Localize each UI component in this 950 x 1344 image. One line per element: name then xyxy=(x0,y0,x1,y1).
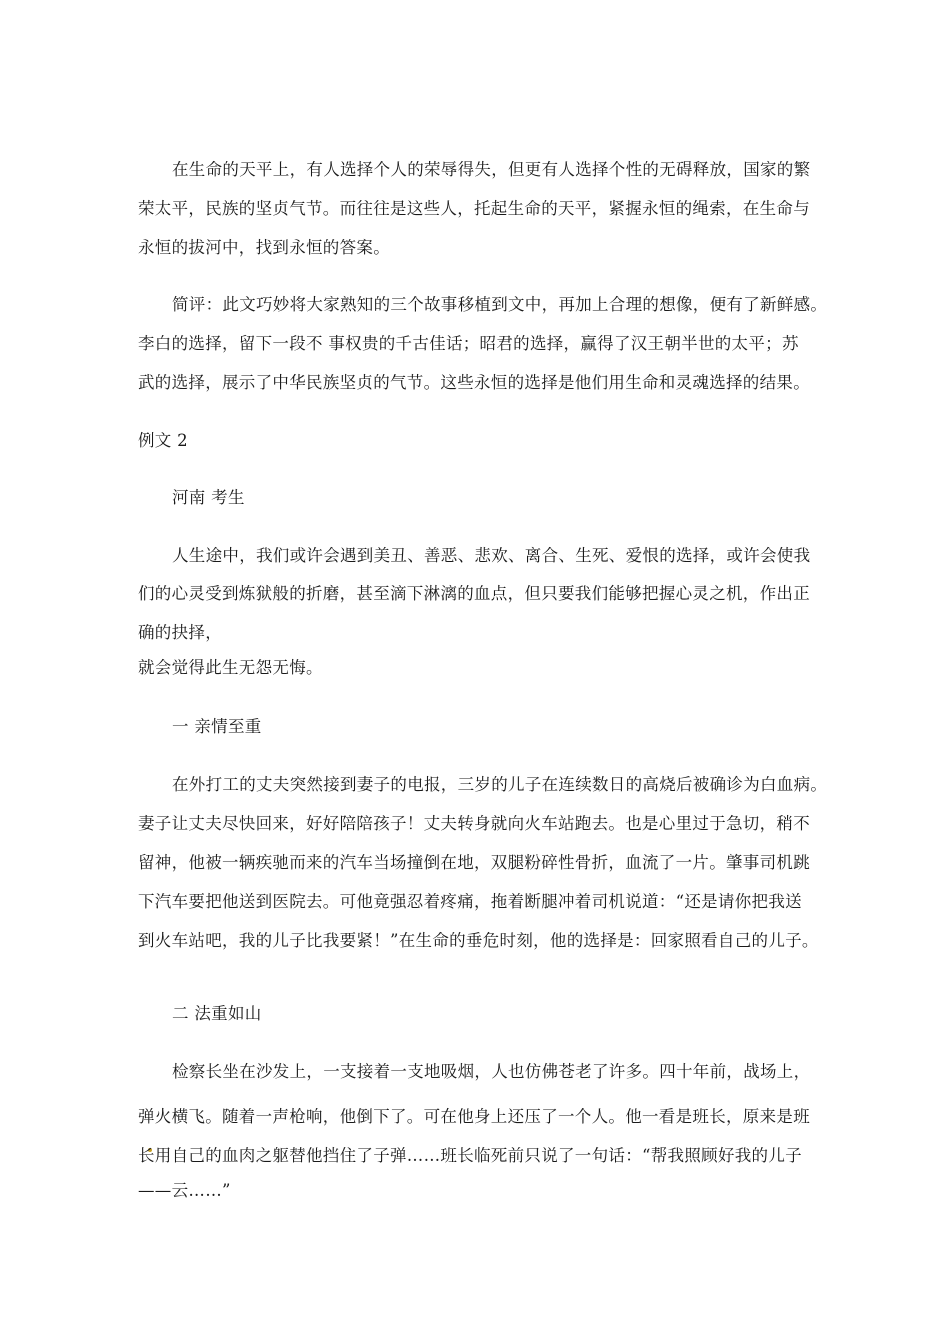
section-heading-1: 一 亲情至重 xyxy=(172,717,262,736)
paragraph-1-line-2: 荣太平，民族的坚贞气节。而往往是这些人，托起生命的天平，紧握永恒的绳索，在生命与 xyxy=(138,199,810,218)
paragraph-3-line-3: 确的抉择， xyxy=(138,623,222,642)
paragraph-4-line-5: 到火车站吧，我的儿子比我要紧！”在生命的垂危时刻，他的选择是：回家照看自己的儿子。 xyxy=(138,931,819,950)
author-line: 河南 考生 xyxy=(172,488,245,507)
paragraph-5-line-4: ——云……” xyxy=(138,1181,231,1200)
commentary-line-2: 李白的选择，留下一段不 事权贵的千古佳话；昭君的选择，赢得了汉王朝半世的太平；苏 xyxy=(138,334,799,353)
paragraph-3-line-2: 们的心灵受到炼狱般的折磨，甚至滴下淋漓的血点，但只要我们能够把握心灵之机，作出正 xyxy=(138,584,810,603)
example-label: 例文 2 xyxy=(138,431,188,450)
paragraph-5-line-2: 弹火横飞。随着一声枪响，他倒下了。可在他身上还压了一个人。他一看是班长，原来是班 xyxy=(138,1107,810,1126)
paragraph-4-line-4: 下汽车要把他送到医院去。可他竟强忍着疼痛，拖着断腿冲着司机说道：“还是请你把我送 xyxy=(138,892,802,911)
paragraph-4-line-3: 留神，他被一辆疾驰而来的汽车当场撞倒在地，双腿粉碎性骨折，血流了一片。肇事司机跳 xyxy=(138,853,810,872)
paragraph-4-line-2: 妻子让丈夫尽快回来，好好陪陪孩子！丈夫转身就向火车站跑去。也是心里过于急切，稍不 xyxy=(138,814,810,833)
paragraph-5-line-3: 长用自己的血肉之躯替他挡住了子弹……班长临死前只说了一句话：“帮我照顾好我的儿子 xyxy=(138,1146,802,1165)
paragraph-5-line-1: 检察长坐在沙发上，一支接着一支地吸烟，人也仿佛苍老了许多。四十年前，战场上， xyxy=(172,1062,811,1081)
paragraph-1-line-1: 在生命的天平上，有人选择个人的荣辱得失，但更有人选择个性的无碍释放，国家的繁 xyxy=(172,160,811,179)
commentary-line-3: 武的选择，展示了中华民族坚贞的气节。这些永恒的选择是他们用生命和灵魂选择的结果。 xyxy=(138,373,810,392)
paragraph-3-line-1: 人生途中，我们或许会遇到美丑、善恶、悲欢、离合、生死、爱恨的选择，或许会使我 xyxy=(172,546,811,565)
paragraph-1-line-3: 永恒的拔河中，找到永恒的答案。 xyxy=(138,238,390,257)
paragraph-4-line-1: 在外打工的丈夫突然接到妻子的电报，三岁的儿子在连续数日的高烧后被确诊为白血病。 xyxy=(172,775,828,794)
section-heading-2: 二 法重如山 xyxy=(172,1004,262,1023)
commentary-line-1: 简评：此文巧妙将大家熟知的三个故事移植到文中，再加上合理的想像，便有了新鲜感。 xyxy=(172,295,828,314)
paragraph-3-line-4: 就会觉得此生无怨无悔。 xyxy=(138,658,323,677)
